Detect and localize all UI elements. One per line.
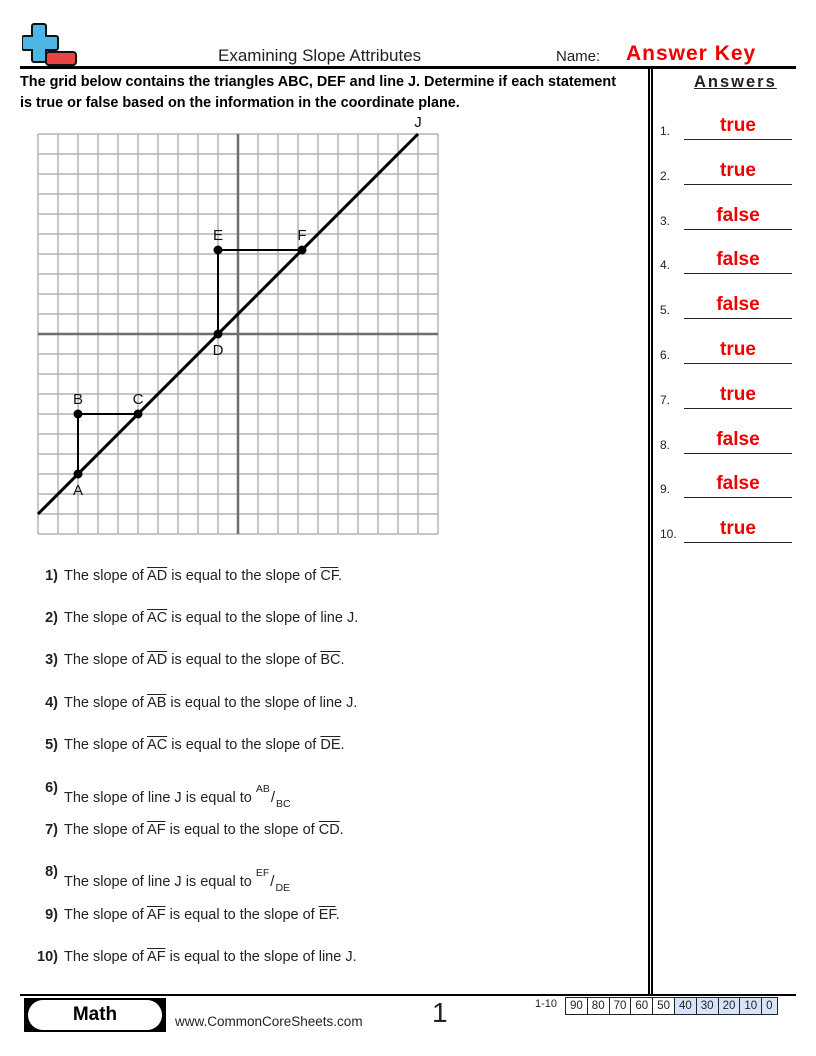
answer-row-2: [660, 155, 794, 185]
point-b: [74, 410, 83, 419]
answer-value: false: [716, 294, 760, 315]
question-8: 8)The slope of line J is equal to $^{EF}/_{DE}$: [45, 864, 291, 894]
answer-number: 7.: [660, 393, 671, 407]
name-label: Name:: [556, 48, 601, 65]
answer-value: true: [720, 339, 756, 360]
answer-row-9: [660, 468, 794, 498]
answer-line: [684, 453, 792, 455]
answers-title: Answers: [694, 73, 777, 91]
question-3: 3) The slope of $\overline{AD}$ is equal to the slope of $\overline{BC}$.: [45, 652, 345, 668]
answer-number: 10.: [660, 527, 677, 541]
answer-value: true: [720, 518, 756, 539]
answer-value: false: [716, 473, 760, 494]
point-e: [214, 246, 223, 255]
score-cell: 0: [762, 998, 777, 1015]
footer-rule: [20, 994, 796, 996]
question-9: 9) The slope of $\overline{AF}$ is equal to the slope of $\overline{EF}$.: [45, 907, 340, 923]
answer-number: 9.: [660, 482, 671, 496]
answer-value: false: [716, 249, 760, 270]
score-cell: 20: [718, 998, 740, 1015]
answer-line: [684, 139, 792, 141]
score-range-label: 1-10: [535, 998, 558, 1010]
score-cell: 40: [674, 998, 696, 1015]
question-10: 10) The slope of $\overline{AF}$ is equal to the slope of line J.: [37, 949, 357, 965]
answer-row-7: [660, 379, 794, 409]
point-label-d: D: [212, 342, 224, 359]
point-c: [134, 410, 143, 419]
answer-value: true: [720, 384, 756, 405]
subject-badge: Math: [28, 1000, 162, 1030]
point-label-a: A: [72, 482, 84, 499]
answer-number: 1.: [660, 124, 671, 138]
answer-line: [684, 408, 792, 410]
answer-number: 3.: [660, 214, 671, 228]
score-cell: 90: [566, 998, 588, 1015]
answer-line: [684, 184, 792, 186]
point-f: [298, 246, 307, 255]
answer-line: [684, 363, 792, 365]
header-rule: [20, 66, 796, 69]
answer-line: [684, 318, 792, 320]
answer-number: 4.: [660, 258, 671, 272]
question-1: 1) The slope of $\overline{AD}$ is equal to the slope of $\overline{CF}$.: [45, 568, 343, 584]
score-cell: 60: [631, 998, 653, 1015]
answer-line: [684, 229, 792, 231]
score-table: [565, 997, 778, 1015]
score-cell: 30: [696, 998, 718, 1015]
answer-row-4: [660, 244, 794, 274]
page-number: 1: [432, 997, 448, 1028]
answer-row-1: [660, 110, 794, 140]
answer-value: true: [720, 160, 756, 181]
instructions: The grid below contains the triangles ABC, DEF and line J. Determine if each statement is true or false based on the information in the coordinate plane.: [20, 74, 616, 111]
answer-number: 8.: [660, 438, 671, 452]
answer-value: false: [716, 429, 760, 450]
answer-row-5: [660, 289, 794, 319]
question-7: 7) The slope of $\overline{AF}$ is equal to the slope of $\overline{CD}$.: [45, 822, 344, 838]
logo-plus-minus-icon: [22, 22, 80, 68]
answer-line: [684, 497, 792, 499]
answer-line: [684, 273, 792, 275]
answer-row-3: [660, 200, 794, 230]
score-cell: 70: [609, 998, 631, 1015]
point-a: [74, 470, 83, 479]
score-cell: 80: [587, 998, 609, 1015]
answer-number: 2.: [660, 169, 671, 183]
answer-value: false: [716, 205, 760, 226]
answer-row-8: [660, 424, 794, 454]
score-cell: 50: [653, 998, 675, 1015]
question-2: 2) The slope of $\overline{AC}$ is equal to the slope of line J.: [45, 610, 359, 626]
site-url: www.CommonCoreSheets.com: [175, 1014, 363, 1029]
answer-row-6: [660, 334, 794, 364]
point-label-b: B: [72, 391, 84, 408]
question-5: 5) The slope of $\overline{AC}$ is equal to the slope of $\overline{DE}$.: [45, 737, 345, 753]
line-j: [38, 134, 418, 514]
line-j-label: J: [414, 114, 422, 131]
name-value: Answer Key: [626, 42, 757, 65]
worksheet-title: Examining Slope Attributes: [218, 46, 422, 65]
score-cell: 10: [740, 998, 762, 1015]
point-label-f: F: [297, 227, 307, 244]
question-4: 4) The slope of $\overline{AB}$ is equal to the slope of line J.: [45, 695, 358, 711]
column-divider: [648, 68, 653, 996]
point-label-c: C: [132, 391, 144, 408]
answer-row-10: [660, 513, 794, 543]
answer-line: [684, 542, 792, 544]
coordinate-plane: [30, 110, 450, 540]
answer-number: 6.: [660, 348, 671, 362]
question-6: 6)The slope of line J is equal to $^{AB}/_{BC}$: [45, 780, 291, 810]
point-d: [214, 330, 223, 339]
answer-number: 5.: [660, 303, 671, 317]
point-label-e: E: [212, 227, 224, 244]
answer-value: true: [720, 115, 756, 136]
